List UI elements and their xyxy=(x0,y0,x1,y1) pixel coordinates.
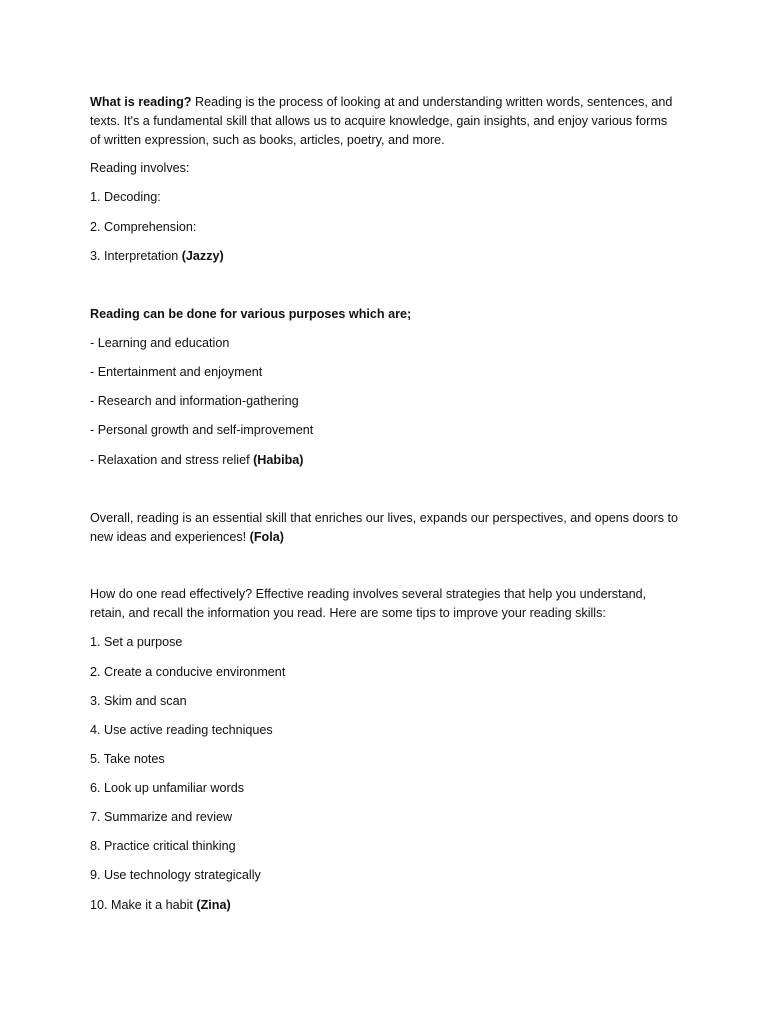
tip-item: 1. Set a purpose xyxy=(90,635,183,649)
tip-item: 7. Summarize and review xyxy=(90,810,233,824)
involves-item-last xyxy=(90,247,680,266)
tip-item-last xyxy=(90,896,680,915)
purpose-item-last xyxy=(90,451,680,470)
author-tag: (Jazzy) xyxy=(181,249,224,263)
tip-item: 6. Look up unfamiliar words xyxy=(90,781,245,795)
involves-item: 3. Interpretation xyxy=(90,249,182,263)
purpose-item: - Relaxation and stress relief xyxy=(90,453,254,467)
tip-item: 3. Skim and scan xyxy=(90,694,187,708)
involves-item: 2. Comprehension: xyxy=(90,220,197,234)
involves-lead: Reading involves: xyxy=(90,161,190,175)
purpose-item: - Learning and education xyxy=(90,336,230,350)
tip-item: 8. Practice critical thinking xyxy=(90,839,236,853)
tip-item: 10. Make it a habit xyxy=(90,898,197,912)
purpose-item: - Entertainment and enjoyment xyxy=(90,365,263,379)
tip-item: 2. Create a conducive environment xyxy=(90,665,286,679)
tip-item: 5. Take notes xyxy=(90,752,165,766)
purpose-item: - Personal growth and self-improvement xyxy=(90,423,314,437)
intro-heading: What is reading? xyxy=(90,95,192,109)
author-tag: (Zina) xyxy=(196,898,231,912)
purposes-heading: Reading can be done for various purposes which are; xyxy=(90,307,412,321)
effective-paragraph: How do one read effectively? Effective reading involves several strategies that help you understand, retain, and recall the information you read. Here are some tips to improve your reading skills: xyxy=(90,587,647,620)
intro-paragraph xyxy=(90,93,680,150)
tip-item: 9. Use technology strategically xyxy=(90,868,261,882)
involves-item: 1. Decoding: xyxy=(90,190,161,204)
author-tag: (Fola) xyxy=(249,530,284,544)
author-tag: (Habiba) xyxy=(253,453,304,467)
overall-paragraph xyxy=(90,509,680,547)
purpose-item: - Research and information-gathering xyxy=(90,394,299,408)
overall-text: Overall, reading is an essential skill that enriches our lives, expands our perspectives, and opens doors to new ideas and experiences! xyxy=(90,511,679,544)
tip-item: 4. Use active reading techniques xyxy=(90,723,273,737)
intro-text: Reading is the process of looking at and understanding written words, sentences, and texts. It's a fundamental skill that allows us to acquire knowledge, gain insights, and enjoy various forms of written expression, such as books, articles, poetry, and more. xyxy=(90,95,673,147)
